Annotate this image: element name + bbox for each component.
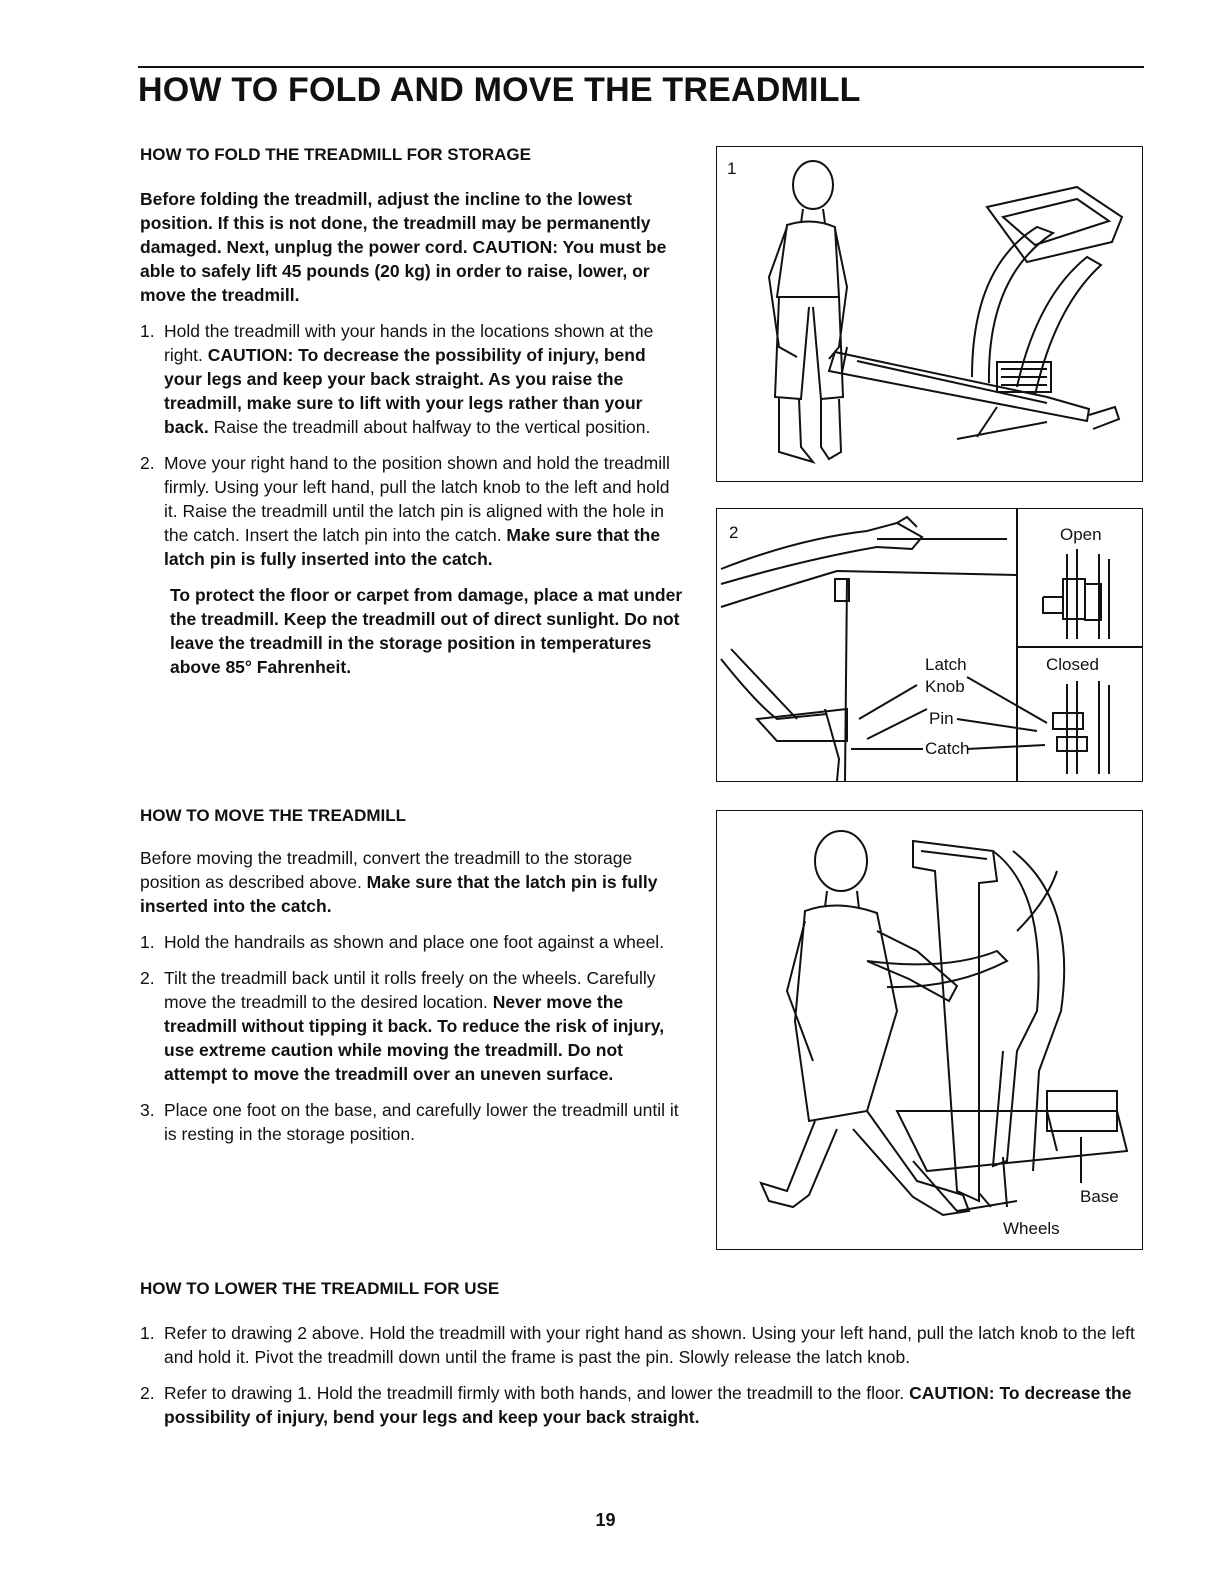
step-warning: Never move the treadmill without tipping it back. To reduce the risk of injury, use extreme caution while moving the treadmill. Do not attempt to move the treadmill over an uneven surface. [164, 992, 665, 1084]
move-step-2 [140, 966, 685, 1086]
step-number: 1. [140, 1323, 155, 1343]
step-number: 1. [140, 932, 155, 952]
wheels-label: Wheels [1003, 1219, 1060, 1238]
step-text: Hold the treadmill with your hands in the locations shown at the right. [164, 321, 654, 365]
step-number: 2. [140, 968, 155, 988]
figure-1-number: 1 [727, 159, 737, 178]
fold-section [140, 143, 685, 679]
step-text: Place one foot on the base, and carefully lower the treadmill until it is resting in the storage position. [164, 1100, 679, 1144]
lower-heading: HOW TO LOWER THE TREADMILL FOR USE [140, 1279, 500, 1298]
pin-label: Pin [929, 709, 954, 728]
lower-section [140, 1277, 1150, 1429]
step-text: Raise the treadmill about halfway to the vertical position. [208, 417, 651, 437]
step-text: Refer to drawing 1. Hold the treadmill firmly with both hands, and lower the treadmill to the floor. [164, 1383, 910, 1403]
figure-1-panel [716, 146, 1143, 482]
page-title: HOW TO FOLD AND MOVE THE TREADMILL [138, 71, 861, 109]
step-number: 2. [140, 453, 155, 473]
figure-3-panel [716, 810, 1143, 1250]
step-caution: CAUTION: To decrease the possibility of injury, bend your legs and keep your back straight. As you raise the treadmill, make sure to lift with your legs rather than your back. [164, 345, 646, 437]
step-text: Refer to drawing 2 above. Hold the treadmill with your right hand as shown. Using your left hand, pull the latch knob to the left and hold it. Pivot the treadmill down until the frame is past the pin. Slowly release the latch knob. [164, 1323, 1135, 1367]
fold-heading: HOW TO FOLD THE TREADMILL FOR STORAGE [140, 145, 531, 164]
closed-label: Closed [1046, 655, 1099, 674]
step-number: 2. [140, 1383, 155, 1403]
move-intro-emphasis: Make sure that the latch pin is fully inserted into the catch. [140, 872, 658, 916]
lower-step-1 [140, 1321, 1150, 1369]
step-caution: CAUTION: To decrease the possibility of injury, bend your legs and keep your back straight. [164, 1383, 1132, 1427]
open-label: Open [1060, 525, 1102, 544]
move-intro [140, 846, 685, 918]
knob-label: Knob [925, 677, 965, 696]
figure-2-number: 2 [729, 523, 739, 542]
figure-1-illustration [717, 147, 1142, 481]
figure-3-illustration [717, 811, 1142, 1249]
fold-step-1 [140, 319, 685, 439]
step-text: Hold the handrails as shown and place one foot against a wheel. [164, 932, 665, 952]
lower-step-2 [140, 1381, 1150, 1429]
step-text: Move your right hand to the position shown and hold the treadmill firmly. Using your left hand, pull the latch knob to the left and hold it. Raise the treadmill until the latch pin is aligned with the hole in the catch. Insert the latch pin into the catch. [164, 453, 670, 545]
catch-label: Catch [925, 739, 970, 758]
fold-intro: Before folding the treadmill, adjust the incline to the lowest position. If this is not done, the treadmill may be permanently damaged. Next, unplug the power cord. CAUTION: You must be able to safely lift 45 pounds (20 kg) in order to raise, lower, or move the treadmill. [140, 189, 667, 305]
step-number: 3. [140, 1100, 155, 1120]
figure-2-panel [716, 508, 1143, 782]
title-rule [138, 66, 1144, 68]
step-emphasis: Make sure that the latch pin is fully inserted into the catch. [164, 525, 661, 569]
base-label: Base [1080, 1187, 1119, 1206]
protect-note: To protect the floor or carpet from damage, place a mat under the treadmill. Keep the treadmill out of direct sunlight. Do not leave the treadmill in the storage position in temperatures above 85° Fahrenheit. [170, 585, 683, 677]
step-number: 1. [140, 321, 155, 341]
move-section [140, 804, 685, 1146]
move-heading: HOW TO MOVE THE TREADMILL [140, 806, 407, 825]
page-number: 19 [595, 1510, 616, 1530]
fold-step-2 [140, 451, 685, 571]
move-intro-text: Before moving the treadmill, convert the treadmill to the storage position as described above. [140, 848, 633, 892]
latch-label: Latch [925, 655, 967, 674]
move-step-3 [140, 1098, 685, 1146]
move-step-1 [140, 930, 685, 954]
step-text: Tilt the treadmill back until it rolls freely on the wheels. Carefully move the treadmill to the desired location. [164, 968, 656, 1012]
